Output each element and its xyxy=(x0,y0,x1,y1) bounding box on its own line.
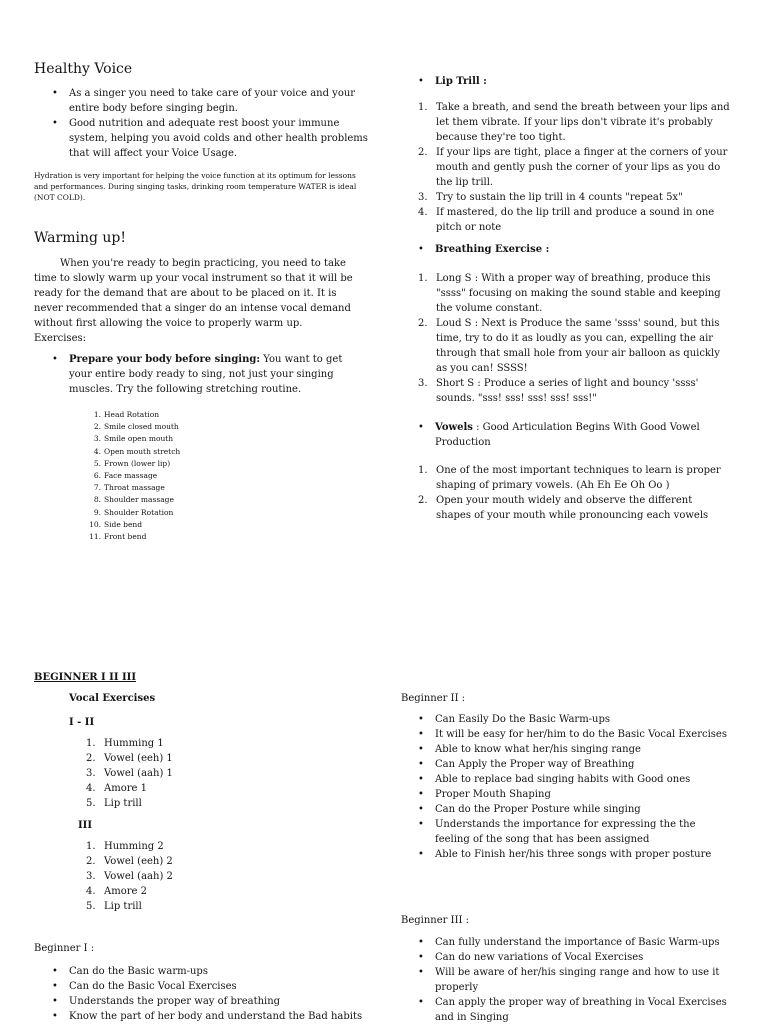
breathing-title: Breathing Exercise : xyxy=(435,244,550,255)
beginner-i-label: Beginner I : xyxy=(34,943,95,954)
list-item: 9. Shoulder Rotation xyxy=(93,507,174,517)
list-item: • Able to know what her/his singing range xyxy=(418,742,730,757)
group-iii-list xyxy=(86,839,286,914)
prepare-body-list xyxy=(52,352,364,397)
vowels-heading-list xyxy=(418,420,714,450)
warming-up-paragraph: When you're ready to begin practicing, you need to take time to slowly warm up your vocal instrument so that it will be ready for the demand that are about to be placed on it. It is never recommended that a singer do an intense vocal demand without first allowing the voice to properly warm up. xyxy=(34,258,353,329)
lip-trill-heading-list xyxy=(418,74,718,89)
beginner-iii-label: Beginner III : xyxy=(401,915,470,926)
vowels-subtitle: : Good Articulation Begins With Good Vowel Production xyxy=(435,422,700,448)
list-item: 1. One of the most important techniques to learn is proper shaping of primary vowels. (Ah Eh Ee Oh Oo ) xyxy=(418,465,721,491)
list-item: 1. Humming 1 xyxy=(86,738,164,749)
list-item: • As a singer you need to take care of your voice and your entire body before singing begin. xyxy=(52,86,370,116)
beginner-ii-label: Beginner II : xyxy=(401,693,466,704)
vowels-steps xyxy=(418,463,730,523)
prepare-body-heading: Prepare your body before singing: xyxy=(69,354,261,365)
list-item: 3. Vowel (aah) 1 xyxy=(86,768,173,779)
list-item: 1. Humming 2 xyxy=(86,841,164,852)
list-item: • Can do the Basic Vocal Exercises xyxy=(52,979,370,994)
healthy-voice-title: Healthy Voice xyxy=(34,61,133,77)
list-item: • Can do the Basic warm-ups xyxy=(52,964,370,979)
list-item: • Able to replace bad singing habits with Good ones xyxy=(418,772,730,787)
list-item: • Able to Finish her/his three songs with proper posture xyxy=(418,847,730,862)
group-i-ii-list xyxy=(86,736,286,811)
group-iii-label: III xyxy=(78,820,93,831)
list-item: 3. Try to sustain the lip trill in 4 counts "repeat 5x" xyxy=(418,192,683,203)
list-item: 1. Head Rotation xyxy=(93,410,160,419)
list-item: • Can do new variations of Vocal Exercises xyxy=(418,950,730,965)
list-item: 2. Vowel (eeh) 2 xyxy=(86,856,173,867)
lip-trill-steps xyxy=(418,100,730,235)
list-item xyxy=(418,74,718,89)
beginner-title: BEGINNER I II III xyxy=(34,672,137,683)
list-item: 2. Loud S : Next is Produce the same 'ssss' sound, but this time, try to do it as loudly as you can, expelling the air through that small hole from your air balloon as quickly as you can! SSSS! xyxy=(418,318,720,374)
list-item: • Proper Mouth Shaping xyxy=(418,787,730,802)
list-item: 10. Side bend xyxy=(89,519,143,529)
lip-trill-title: Lip Trill : xyxy=(435,76,487,87)
list-item: • Understands the importance for expressing the the feeling of the song that has been assigned xyxy=(418,817,730,847)
list-item: • Can apply the proper way of breathing in Vocal Exercises and in Singing xyxy=(418,995,730,1025)
list-item: 2. Vowel (eeh) 1 xyxy=(86,753,173,764)
list-item: 1. Take a breath, and send the breath between your lips and let them vibrate. If your lips don't vibrate it's probably because they're too tight. xyxy=(418,102,730,143)
list-item: 2. If your lips are tight, place a finger at the corners of your mouth and gently push the corner of your lips as you do the lip trill. xyxy=(418,147,728,188)
list-item: 5. Lip trill xyxy=(86,798,142,809)
beginner-ii-list xyxy=(418,712,730,862)
list-item: 4. Open mouth stretch xyxy=(93,446,181,456)
list-item: • Will be aware of her/his singing range and how to use it properly xyxy=(418,965,730,995)
list-item: • Understands the proper way of breathing xyxy=(52,994,370,1009)
vocal-exercises-label: Vocal Exercises xyxy=(69,693,156,704)
list-item: 5. Frown (lower lip) xyxy=(93,458,171,468)
beginner-iii-list xyxy=(418,935,730,1025)
list-item: • It will be easy for her/him to do the Basic Vocal Exercises xyxy=(418,727,730,742)
list-item: • Can Apply the Proper way of Breathing xyxy=(418,757,730,772)
group-i-ii-label: I - II xyxy=(69,717,95,728)
list-item: • Can fully understand the importance of Basic Warm-ups xyxy=(418,935,730,950)
list-item: 2. Smile closed mouth xyxy=(93,422,179,432)
list-item: 4. If mastered, do the lip trill and produce a sound in one pitch or note xyxy=(418,207,715,233)
breathing-steps xyxy=(418,271,732,406)
list-item xyxy=(418,420,714,450)
list-item: 3. Short S : Produce a series of light and bouncy 'ssss' sounds. "sss! sss! sss! sss! sss!" xyxy=(418,378,699,404)
list-item: 4. Amore 2 xyxy=(86,886,147,897)
list-item: • Know the part of her body and understand the Bad habits xyxy=(52,1009,370,1024)
list-item: 5. Lip trill xyxy=(86,901,142,912)
list-item xyxy=(418,242,718,257)
warming-up-title: Warming up! xyxy=(34,230,126,246)
vowels-title: Vowels xyxy=(435,422,473,433)
prepare-body-text: You want to get your entire body ready to sing, not just your singing muscles. Try the following stretching routine. xyxy=(69,354,343,395)
hydration-note: Hydration is very important for helping the voice function at its optimum for lessons and performances. During singing tasks, drinking room temperature WATER is ideal (NOT COLD). xyxy=(34,171,357,202)
list-item: 2. Open your mouth widely and observe the different shapes of your mouth while pronouncing each vowels xyxy=(418,495,709,521)
list-item: 7. Throat massage xyxy=(93,483,165,493)
list-item: 3. Vowel (aah) 2 xyxy=(86,871,173,882)
list-item: 11. Front bend xyxy=(89,532,147,542)
list-item: 3. Smile open mouth xyxy=(93,434,174,444)
list-item: 6. Face massage xyxy=(93,471,158,481)
list-item: 8. Shoulder massage xyxy=(93,495,174,505)
exercises-label: Exercises: xyxy=(34,333,86,344)
breathing-heading-list xyxy=(418,242,718,257)
list-item: • Good nutrition and adequate rest boost your immune system, helping you avoid colds and other health problems that will affect your Voice Usage. xyxy=(52,116,370,161)
healthy-voice-list xyxy=(52,86,370,161)
list-item: 1. Long S : With a proper way of breathing, produce this "ssss" focusing on making the sound stable and keeping the volume constant. xyxy=(418,273,721,314)
list-item: • Can Easily Do the Basic Warm-ups xyxy=(418,712,730,727)
list-item xyxy=(52,352,364,397)
beginner-i-list xyxy=(52,964,370,1024)
stretching-routine-list xyxy=(86,409,286,543)
list-item: • Can do the Proper Posture while singing xyxy=(418,802,730,817)
list-item: 4. Amore 1 xyxy=(86,783,147,794)
